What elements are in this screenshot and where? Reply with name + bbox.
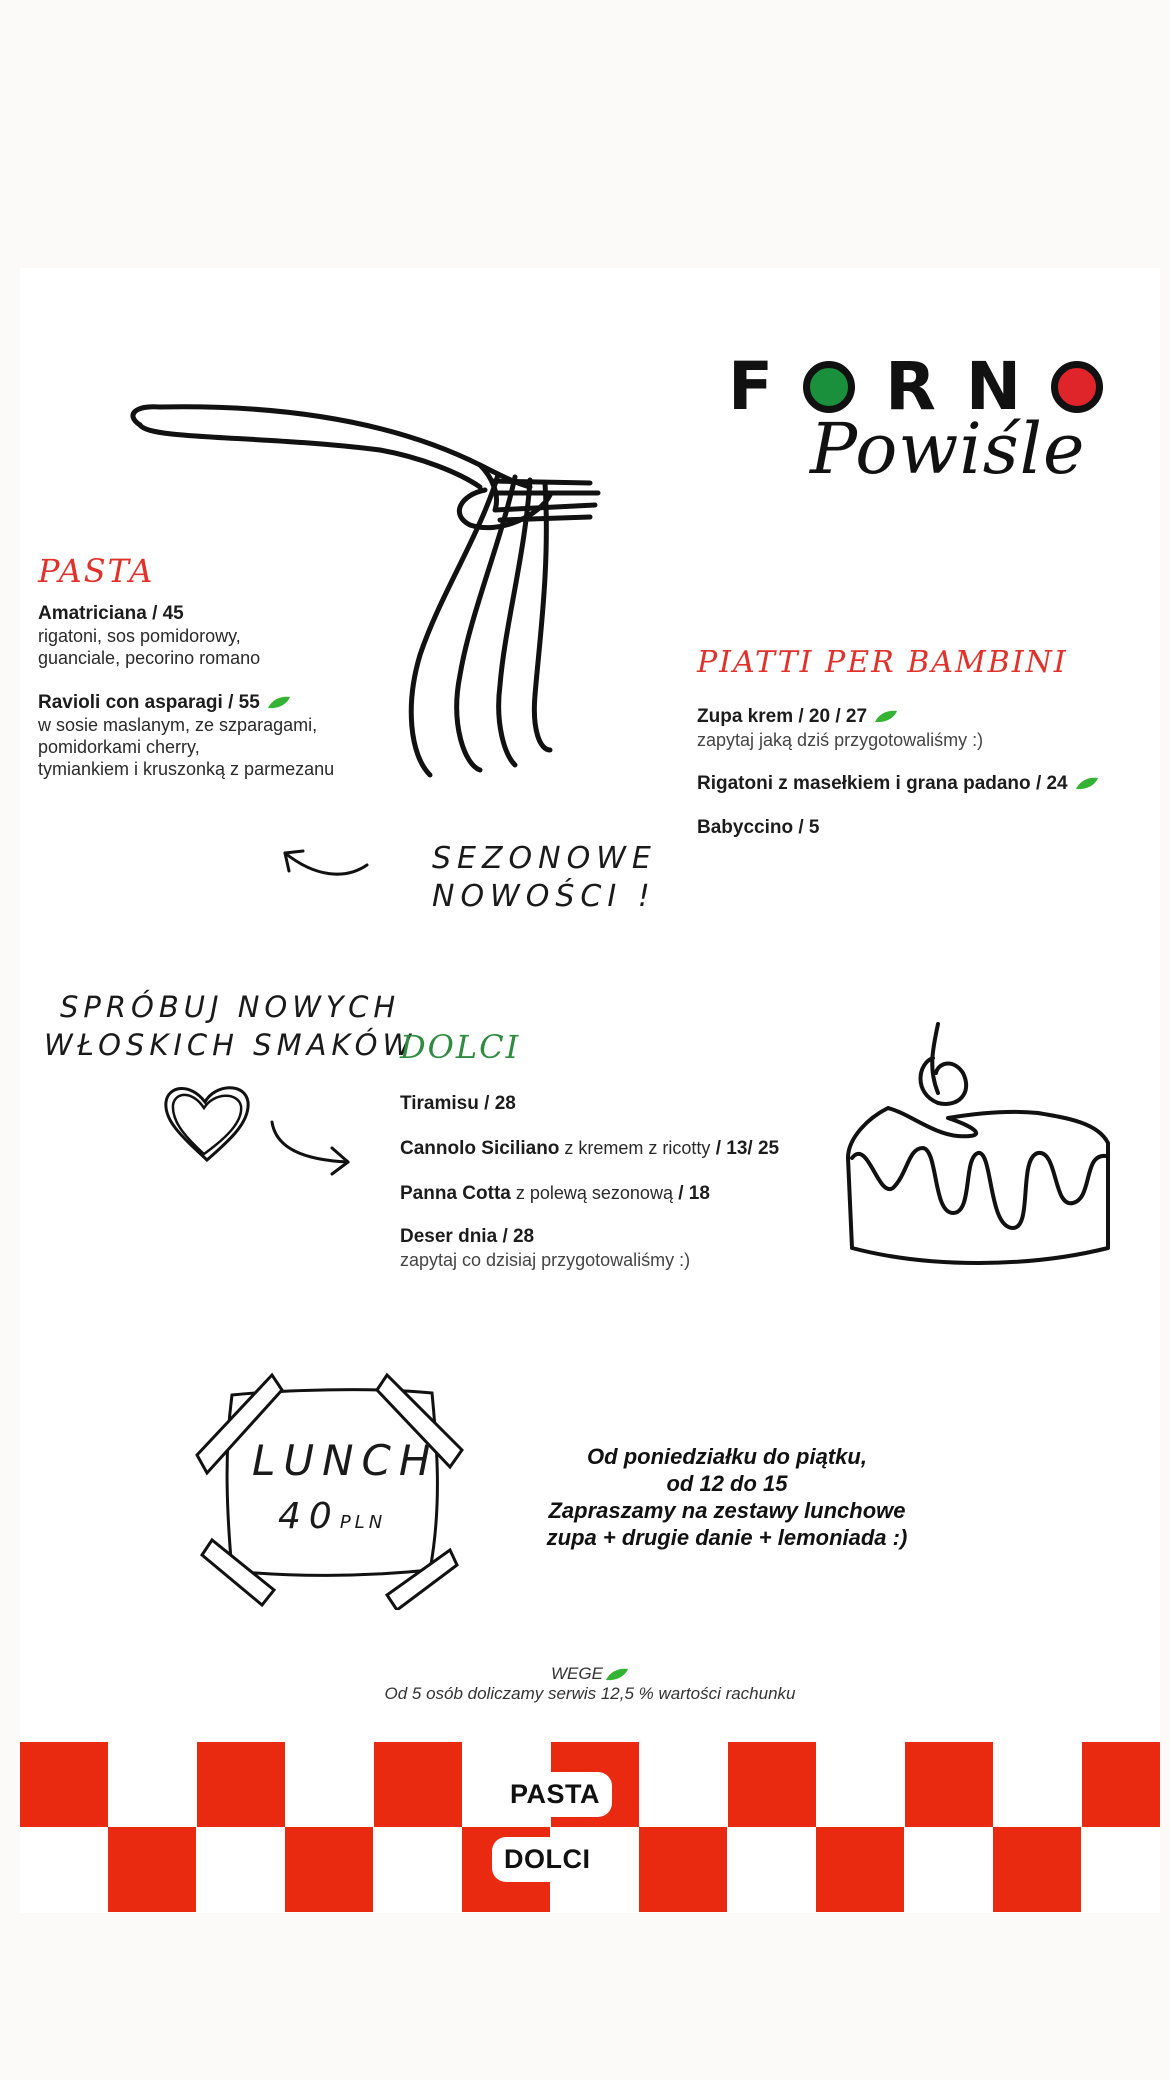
item-price: / 28 <box>502 1226 535 1247</box>
bambini-item-babyccino <box>697 817 820 839</box>
checker-cell <box>20 1742 108 1827</box>
heart-icon <box>160 1080 255 1165</box>
item-price: / 24 <box>1035 773 1068 794</box>
logo-letter-f: F <box>728 348 804 425</box>
bambini-item-rigatoni <box>697 773 1099 795</box>
lunch-info <box>527 1443 927 1551</box>
lunch-price-value: 40 <box>278 1496 340 1537</box>
pasta-item-ravioli <box>38 692 291 714</box>
checker-cell <box>197 1742 285 1827</box>
item-name: Panna Cotta <box>400 1183 511 1204</box>
seasonal-line: NOWOŚCI ! <box>432 879 656 914</box>
checker-cell <box>285 1827 373 1912</box>
item-price: / 20 / 27 <box>798 706 868 727</box>
item-price: / 5 <box>798 817 820 838</box>
item-name: Ravioli con asparagi <box>38 692 223 713</box>
lunch-currency: PLN <box>339 1512 387 1533</box>
pasta-item-ravioli-desc <box>38 714 334 780</box>
lunch-info-line: od 12 do 15 <box>666 1471 788 1496</box>
pasta-section-title: PASTA <box>38 552 155 590</box>
checker-cell <box>1082 1742 1160 1827</box>
dolci-section-title: DOLCI <box>400 1028 521 1066</box>
desc-line: rigatoni, sos pomidorowy, <box>38 626 241 646</box>
checker-cell <box>639 1827 727 1912</box>
checker-cell <box>905 1742 993 1827</box>
bambini-section-title: PIATTI PER BAMBINI <box>697 645 1068 680</box>
item-name: Cannolo Siciliano <box>400 1138 560 1159</box>
tab-dolci[interactable]: DOLCI <box>492 1837 603 1882</box>
item-price: / 55 <box>228 692 260 713</box>
item-name: Deser dnia <box>400 1226 498 1247</box>
desc-line: tymiankiem i kruszonką z parmezanu <box>38 759 335 779</box>
wege-legend <box>330 1664 850 1684</box>
checker-cell <box>816 1827 904 1912</box>
try-new-line: SPRÓBUJ NOWYCH <box>59 990 401 1024</box>
item-price: / 28 <box>484 1093 516 1114</box>
logo-letter-r: R <box>885 348 966 425</box>
item-price: / 45 <box>152 603 184 624</box>
dolci-item-cannolo <box>400 1137 779 1160</box>
item-name: Tiramisu <box>400 1093 479 1114</box>
brand-subtitle: Powiśle <box>810 408 1086 490</box>
item-name: Amatriciana <box>38 603 147 624</box>
cake-illustration <box>838 1018 1118 1273</box>
wege-label: WEGE <box>551 1664 603 1683</box>
vegan-leaf-icon <box>267 696 291 709</box>
try-new-flavors-note <box>44 988 416 1064</box>
desc-line: guanciale, pecorino romano <box>38 648 261 668</box>
checkerboard-footer <box>20 1742 1160 1912</box>
item-price: / 18 <box>678 1183 710 1204</box>
checker-cell <box>374 1742 462 1827</box>
dolci-item-panna-cotta <box>400 1182 710 1205</box>
desc-line: w sosie maslanym, ze szparagami, <box>38 715 318 735</box>
seasonal-line: SEZONOWE <box>432 841 657 876</box>
item-name: Zupa krem <box>697 706 794 727</box>
item-name: Rigatoni z masełkiem i grana padano <box>697 773 1031 794</box>
arrow-left-icon <box>275 835 375 885</box>
dolci-item-deser-dnia <box>400 1226 534 1248</box>
item-price: / 13/ 25 <box>715 1138 780 1159</box>
vegan-leaf-icon <box>605 1668 629 1681</box>
pasta-item-amatriciana <box>38 603 184 625</box>
vegan-leaf-icon <box>874 710 898 723</box>
bambini-item-zupa-desc: zapytaj jaką dziś przygotowaliśmy :) <box>697 730 984 750</box>
lunch-info-line: zupa + drugie danie + lemoniada :) <box>546 1525 908 1550</box>
arrow-right-icon <box>268 1118 358 1178</box>
logo-letter-o-green <box>803 361 855 413</box>
item-extra: z kremem z ricotty <box>559 1138 711 1158</box>
checker-cell <box>993 1827 1081 1912</box>
checker-cell <box>108 1827 196 1912</box>
try-new-line: WŁOSKICH SMAKÓW <box>44 1028 417 1062</box>
checker-cell <box>728 1742 816 1827</box>
tab-pasta[interactable]: PASTA <box>498 1772 612 1817</box>
dolci-item-tiramisu <box>400 1093 516 1115</box>
lunch-label: LUNCH <box>252 1436 439 1485</box>
lunch-price <box>278 1496 386 1537</box>
logo-letter-o-red <box>1051 361 1103 413</box>
dolci-item-deser-dnia-desc: zapytaj co dzisiaj przygotowaliśmy :) <box>400 1250 691 1270</box>
desc-line: pomidorkami cherry, <box>38 737 200 757</box>
item-name: Babyccino <box>697 817 794 838</box>
pasta-item-amatriciana-desc <box>38 625 260 669</box>
bambini-item-zupa <box>697 706 898 728</box>
seasonal-note <box>432 840 657 916</box>
lunch-info-line: Zapraszamy na zestawy lunchowe <box>548 1498 906 1523</box>
service-charge-note: Od 5 osób doliczamy serwis 12,5 % wartości rachunku <box>384 1684 796 1703</box>
lunch-info-line: Od poniedziałku do piątku, <box>587 1444 867 1469</box>
vegan-leaf-icon <box>1075 777 1099 790</box>
item-extra: z polewą sezonową <box>510 1183 673 1203</box>
logo-letter-n: N <box>965 348 1052 425</box>
